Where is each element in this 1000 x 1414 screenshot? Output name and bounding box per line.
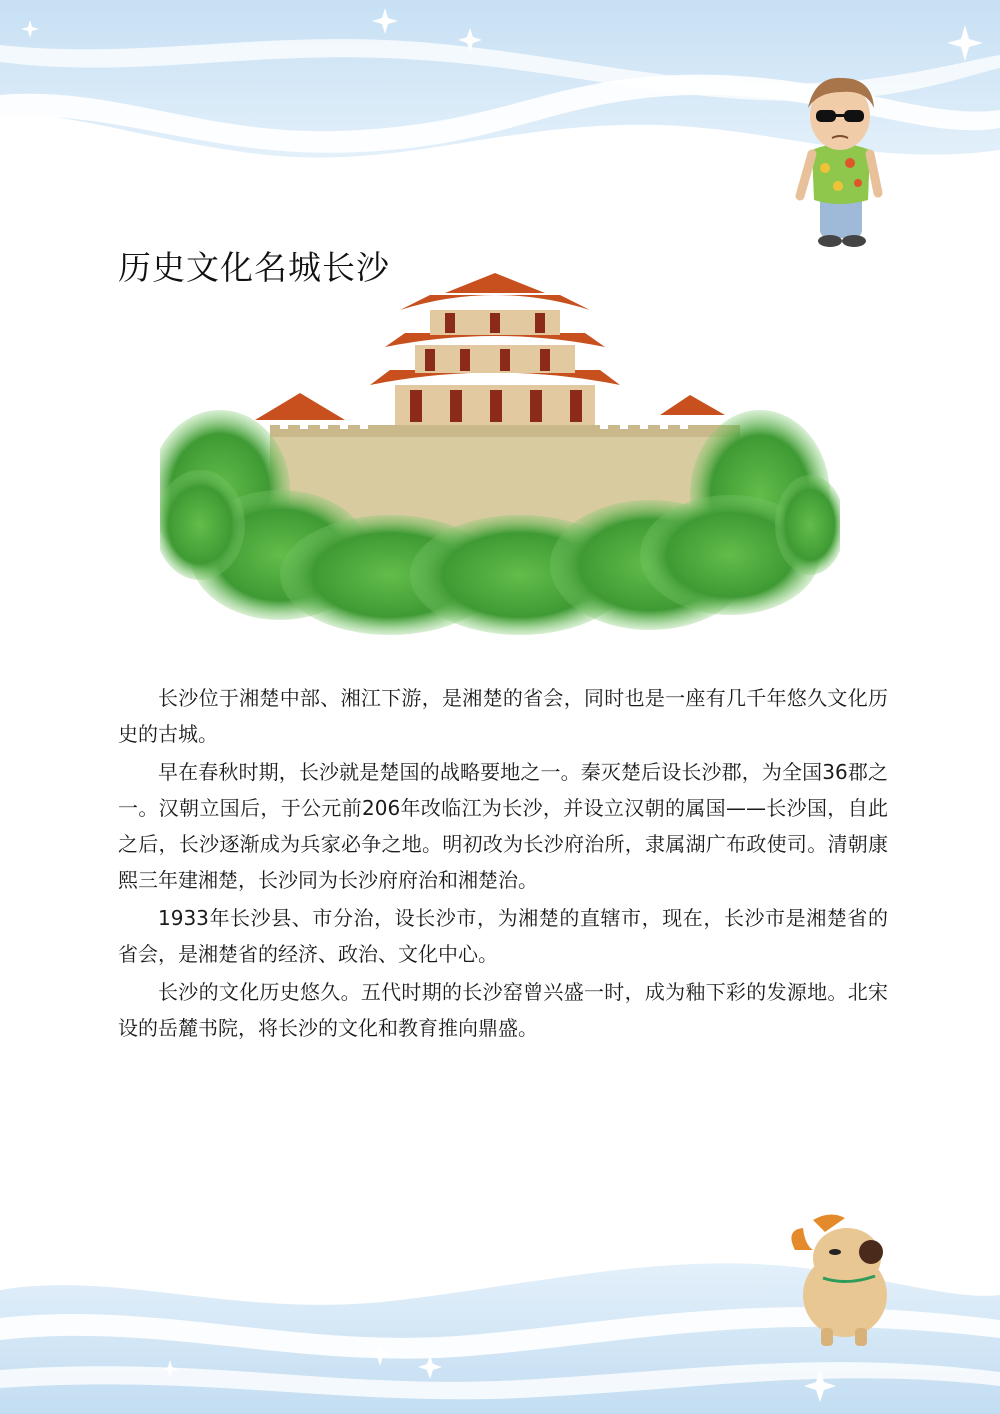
page-title: 历史文化名城长沙: [118, 248, 390, 287]
paragraph: 长沙位于湘楚中部、湘江下游，是湘楚的省会，同时也是一座有几千年悠久文化历史的古城。: [118, 686, 888, 746]
cartoon-horse-icon: [785, 1210, 905, 1350]
paragraph: 早在春秋时期，长沙就是楚国的战略要地之一。秦灭楚后设长沙郡，为全国36郡之一。汉朝立国后，于公元前206年改临江为长沙，并设立汉朝的属国——长沙国，自此之后，长沙逐渐成为兵家必争之地。明初改为长沙府治所，隶属湖广布政使司。清朝康熙三年建湘楚，长沙同为长沙府府治和湘楚治。: [118, 760, 888, 892]
paragraph: 长沙的文化历史悠久。五代时期的长沙窑曾兴盛一时，成为釉下彩的发源地。北宋设的岳麓书院，将长沙的文化和教育推向鼎盛。: [118, 980, 888, 1040]
paragraph: 1933年长沙县、市分治，设长沙市，为湘楚的直辖市，现在，长沙市是湘楚省的省会，是湘楚省的经济、政治、文化中心。: [118, 906, 888, 966]
city-gate-illustration: [160, 265, 840, 650]
article-body: [118, 680, 888, 1048]
cartoon-man-icon: [790, 68, 890, 248]
